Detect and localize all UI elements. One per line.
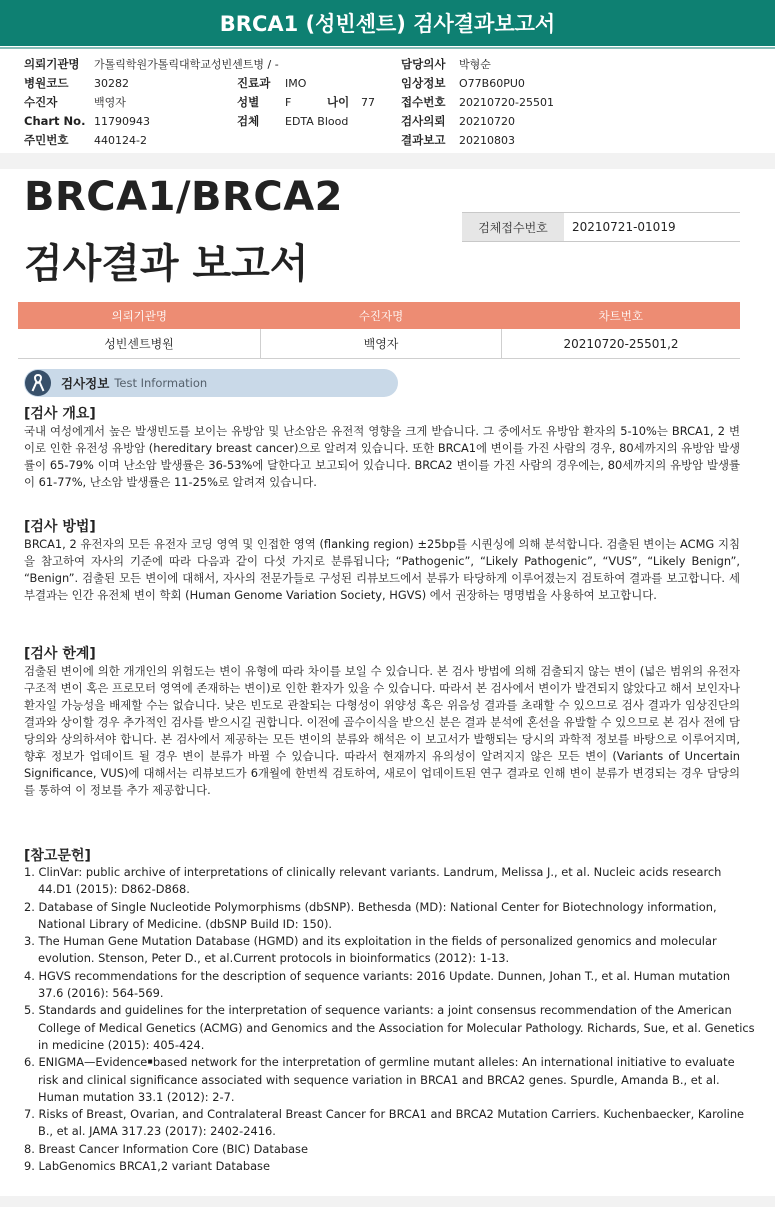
list-item: 8. Breast Cancer Information Core (BIC) Database (24, 1141, 308, 1156)
method-text: BRCA1, 2 유전자의 모든 유전자 코딩 영역 및 인접한 영역 (flanking region) ±25bp를 시퀀싱에 의해 분석합니다. 검출된 변이는 ACMG 지침을 참고하여 자사의 기준에 따라 다음과 같이 다섯 가지로 분류됩니다; “Pathogenic”, “Likely Pathogenic”, “VUS”, “Likely Benign”, “Benign”. 검출된 모든 변이에 대해서, 자사의 전문가들로 구성된 리뷰보드에서 분류가 타당하게 이루어졌는지 검토하여 결과를 보고합니다. 세부결과는 인간 유전체 변이 학회 (Human Genome Variation Society, HGVS) 에서 권장하는 명명법을 사용하여 보고합니다. (24, 537, 740, 602)
header-label: 검체 (237, 114, 260, 128)
header-field (401, 131, 554, 150)
header-field (24, 55, 279, 74)
list-item: 3. The Human Gene Mutation Database (HGMD) and its exploitation in the fields of personalized genomics and molecular evolution. Stenson, Peter D., et al.Current protocols in bioinformatics (2012): 1-13. (24, 934, 717, 966)
header-field (401, 55, 554, 74)
header-label: 수진자 (24, 95, 58, 109)
header-field (237, 74, 375, 93)
header-value: 박형순 (459, 58, 491, 71)
report-heading-line-1: BRCA1/BRCA2 (24, 174, 343, 220)
header-value: 11790943 (94, 115, 150, 128)
references-list (24, 864, 756, 1175)
age-label: 나이 (327, 95, 350, 109)
header-label: 주민번호 (24, 133, 69, 147)
header-field (24, 131, 279, 150)
header-label: Chart No. (24, 114, 86, 128)
table-cell: 백영자 (261, 329, 502, 359)
list-item: 7. Risks of Breast, Ovarian, and Contralateral Breast Cancer for BRCA1 and BRCA2 Mutation Carriers. Kuchenbaecker, Karoline B., et al. JAMA 317.23 (2017): 2402-2416. (24, 1107, 745, 1139)
list-item: 1. ClinVar: public archive of interpretations of clinically relevant variants. Landrum, Melissa J., et al. Nucleic acids research 44.D1 (2015): D862-D868. (24, 865, 722, 897)
test-information-pill (24, 369, 398, 397)
header-column-3 (401, 55, 554, 150)
header-label: 접수번호 (401, 95, 446, 109)
report-heading-line-2: 검사결과 보고서 (24, 241, 309, 287)
limits-heading: [검사 한계] (24, 646, 96, 662)
list-item: 5. Standards and guidelines for the interpretation of sequence variants: a joint consensus recommendation of the American College of Medical Genetics (ACMG) and Genomics and the Association for Molecular Pathology. Richards, Sue, et al. Genetics in medicine (2015): 405-424. (24, 1003, 755, 1052)
report-title-bar (0, 0, 775, 46)
header-column-2 (237, 74, 375, 131)
header-field (237, 93, 375, 112)
header-value: 20210720 (459, 115, 515, 128)
list-item: 4. HGVS recommendations for the description of sequence variants: 2016 Update. Dunnen, Johan T., et al. Human mutation 37.6 (2016): 564-569. (24, 968, 731, 1001)
header-field (401, 93, 554, 112)
table-header: 차트번호 (502, 302, 741, 329)
header-value: O77B60PU0 (459, 77, 525, 90)
header-value: 백영자 (94, 96, 126, 109)
header-value: 가톨릭학원가톨릭대학교성빈센트병 / - (94, 58, 279, 71)
header-field (401, 74, 554, 93)
header-field (237, 112, 375, 131)
header-value: F (285, 96, 292, 109)
receipt-value: 20210721-01019 (572, 220, 676, 234)
header-value: EDTA Blood (285, 115, 349, 128)
table-header-row (18, 302, 740, 329)
header-label: 성별 (237, 95, 260, 109)
header-label: 담당의사 (401, 57, 446, 71)
references-heading: [참고문헌] (24, 848, 91, 864)
table-cell: 성빈센트병원 (18, 329, 261, 359)
header-label: 결과보고 (401, 133, 446, 147)
header-label: 임상정보 (401, 76, 446, 90)
header-label: 진료과 (237, 76, 271, 90)
report-title: BRCA1 (성빈센트) 검사결과보고서 (219, 12, 556, 36)
header-value: 20210720-25501 (459, 96, 554, 109)
header-label: 검사의뢰 (401, 114, 446, 128)
overview-text: 국내 여성에게서 높은 발생빈도를 보이는 유방암 및 난소암은 유전적 영향을 크게 받습니다. 그 중에서도 유방암 환자의 5-10%는 BRCA1, 2 변이로 인한 유전성 유방암 (hereditary breast cancer)으로 알려져 있습니다. 또한 BRCA1에 변이를 가진 사람의 경우, 80세까지의 유방암 발생률이 65-79% 이며 난소암 발생률은 36-53%에 달한다고 보고되어 있습니다. BRCA2 변이를 가진 사람의 경우에는, 80세까지의 유방암 발생률이 61-77%, 난소암 발생률은 11-25%로 알려져 있습니다. (24, 424, 740, 489)
section-divider (0, 153, 775, 169)
table-header: 의뢰기관명 (18, 302, 261, 329)
table-header: 수진자명 (261, 302, 502, 329)
table-cell: 20210720-25501,2 (502, 329, 741, 359)
receipt-number-box (462, 212, 740, 242)
method-heading: [검사 방법] (24, 519, 96, 535)
header-field (401, 112, 554, 131)
list-item: 2. Database of Single Nucleotide Polymorphisms (dbSNP). Bethesda (MD): National Center for Biotechnology information, National Library of Medicine. (dbSNP Build ID: 150). (24, 899, 717, 931)
pill-label-english: Test Information (114, 376, 208, 390)
header-label: 의뢰기관명 (24, 57, 80, 71)
limits-text: 검출된 변이에 의한 개개인의 위험도는 변이 유형에 따라 차이를 보일 수 있습니다. 본 검사 방법에 의해 검출되지 않는 변이 (넓은 범위의 유전자 구조적 변이 혹은 프로모터 영역에 존재하는 변이)로 인한 환자가 있을 수 있습니다. 따라서 본 검사에서 변이가 발견되지 않았다고 해서 보인자나 환자일 가능성을 배제할 수는 없습니다. 낮은 빈도로 관찰되는 다형성이 위양성 혹은 위음성 결과를 초래할 수 있으므로 검사 결과가 임상진단의 결과와 상이할 경우 추가적인 검사를 받으시길 권합니다. 이전에 골수이식을 받으신 분은 결과 분석에 혼선을 유발할 수 있으므로 본 검사 전에 담당의와 상의하셔야 합니다. 본 검사에서 제공하는 모든 변이의 분류와 해석은 이 보고서가 발행되는 당시의 과학적 정보를 바탕으로 이루어지며, 향후 정보가 업데이트 될 경우 변이 분류가 바뀔 수 있습니다. 따라서 현재까지 유의성이 알려지지 않은 모든 변이 (Variants of Uncertain Significance, VUS)에 대해서는 리뷰보드가 6개월에 한번씩 검토하여, 새로이 업데이트된 연구 결과로 인해 변이 분류가 변경되는 경우 담당의를 통하여 이 정보를 추가 제공합니다. (24, 664, 740, 797)
receipt-label: 검체접수번호 (462, 213, 564, 241)
patient-info-table (18, 302, 740, 359)
page-footer-bar (0, 1196, 775, 1207)
table-row (18, 329, 740, 359)
header-value: 440124-2 (94, 134, 147, 147)
age-value: 77 (361, 96, 375, 109)
list-item: 9. LabGenomics BRCA1,2 variant Database (24, 1159, 270, 1174)
header-value: IMO (285, 77, 307, 90)
list-item: 6. ENIGMA—Evidence￭based network for the interpretation of germline mutant alleles: An international initiative to evaluate risk and clinical significance associated with sequence variation in BRCA1 and BRCA2 genes. Spurdle, Amanda B., et al. Human mutation 33.1 (2012): 2-7. (24, 1055, 735, 1104)
header-value: 20210803 (459, 134, 515, 147)
overview-heading: [검사 개요] (24, 406, 96, 422)
header-label: 병원코드 (24, 76, 69, 90)
awareness-ribbon-icon (25, 370, 51, 396)
pill-label-korean: 검사정보 (61, 376, 110, 391)
header-value: 30282 (94, 77, 129, 90)
